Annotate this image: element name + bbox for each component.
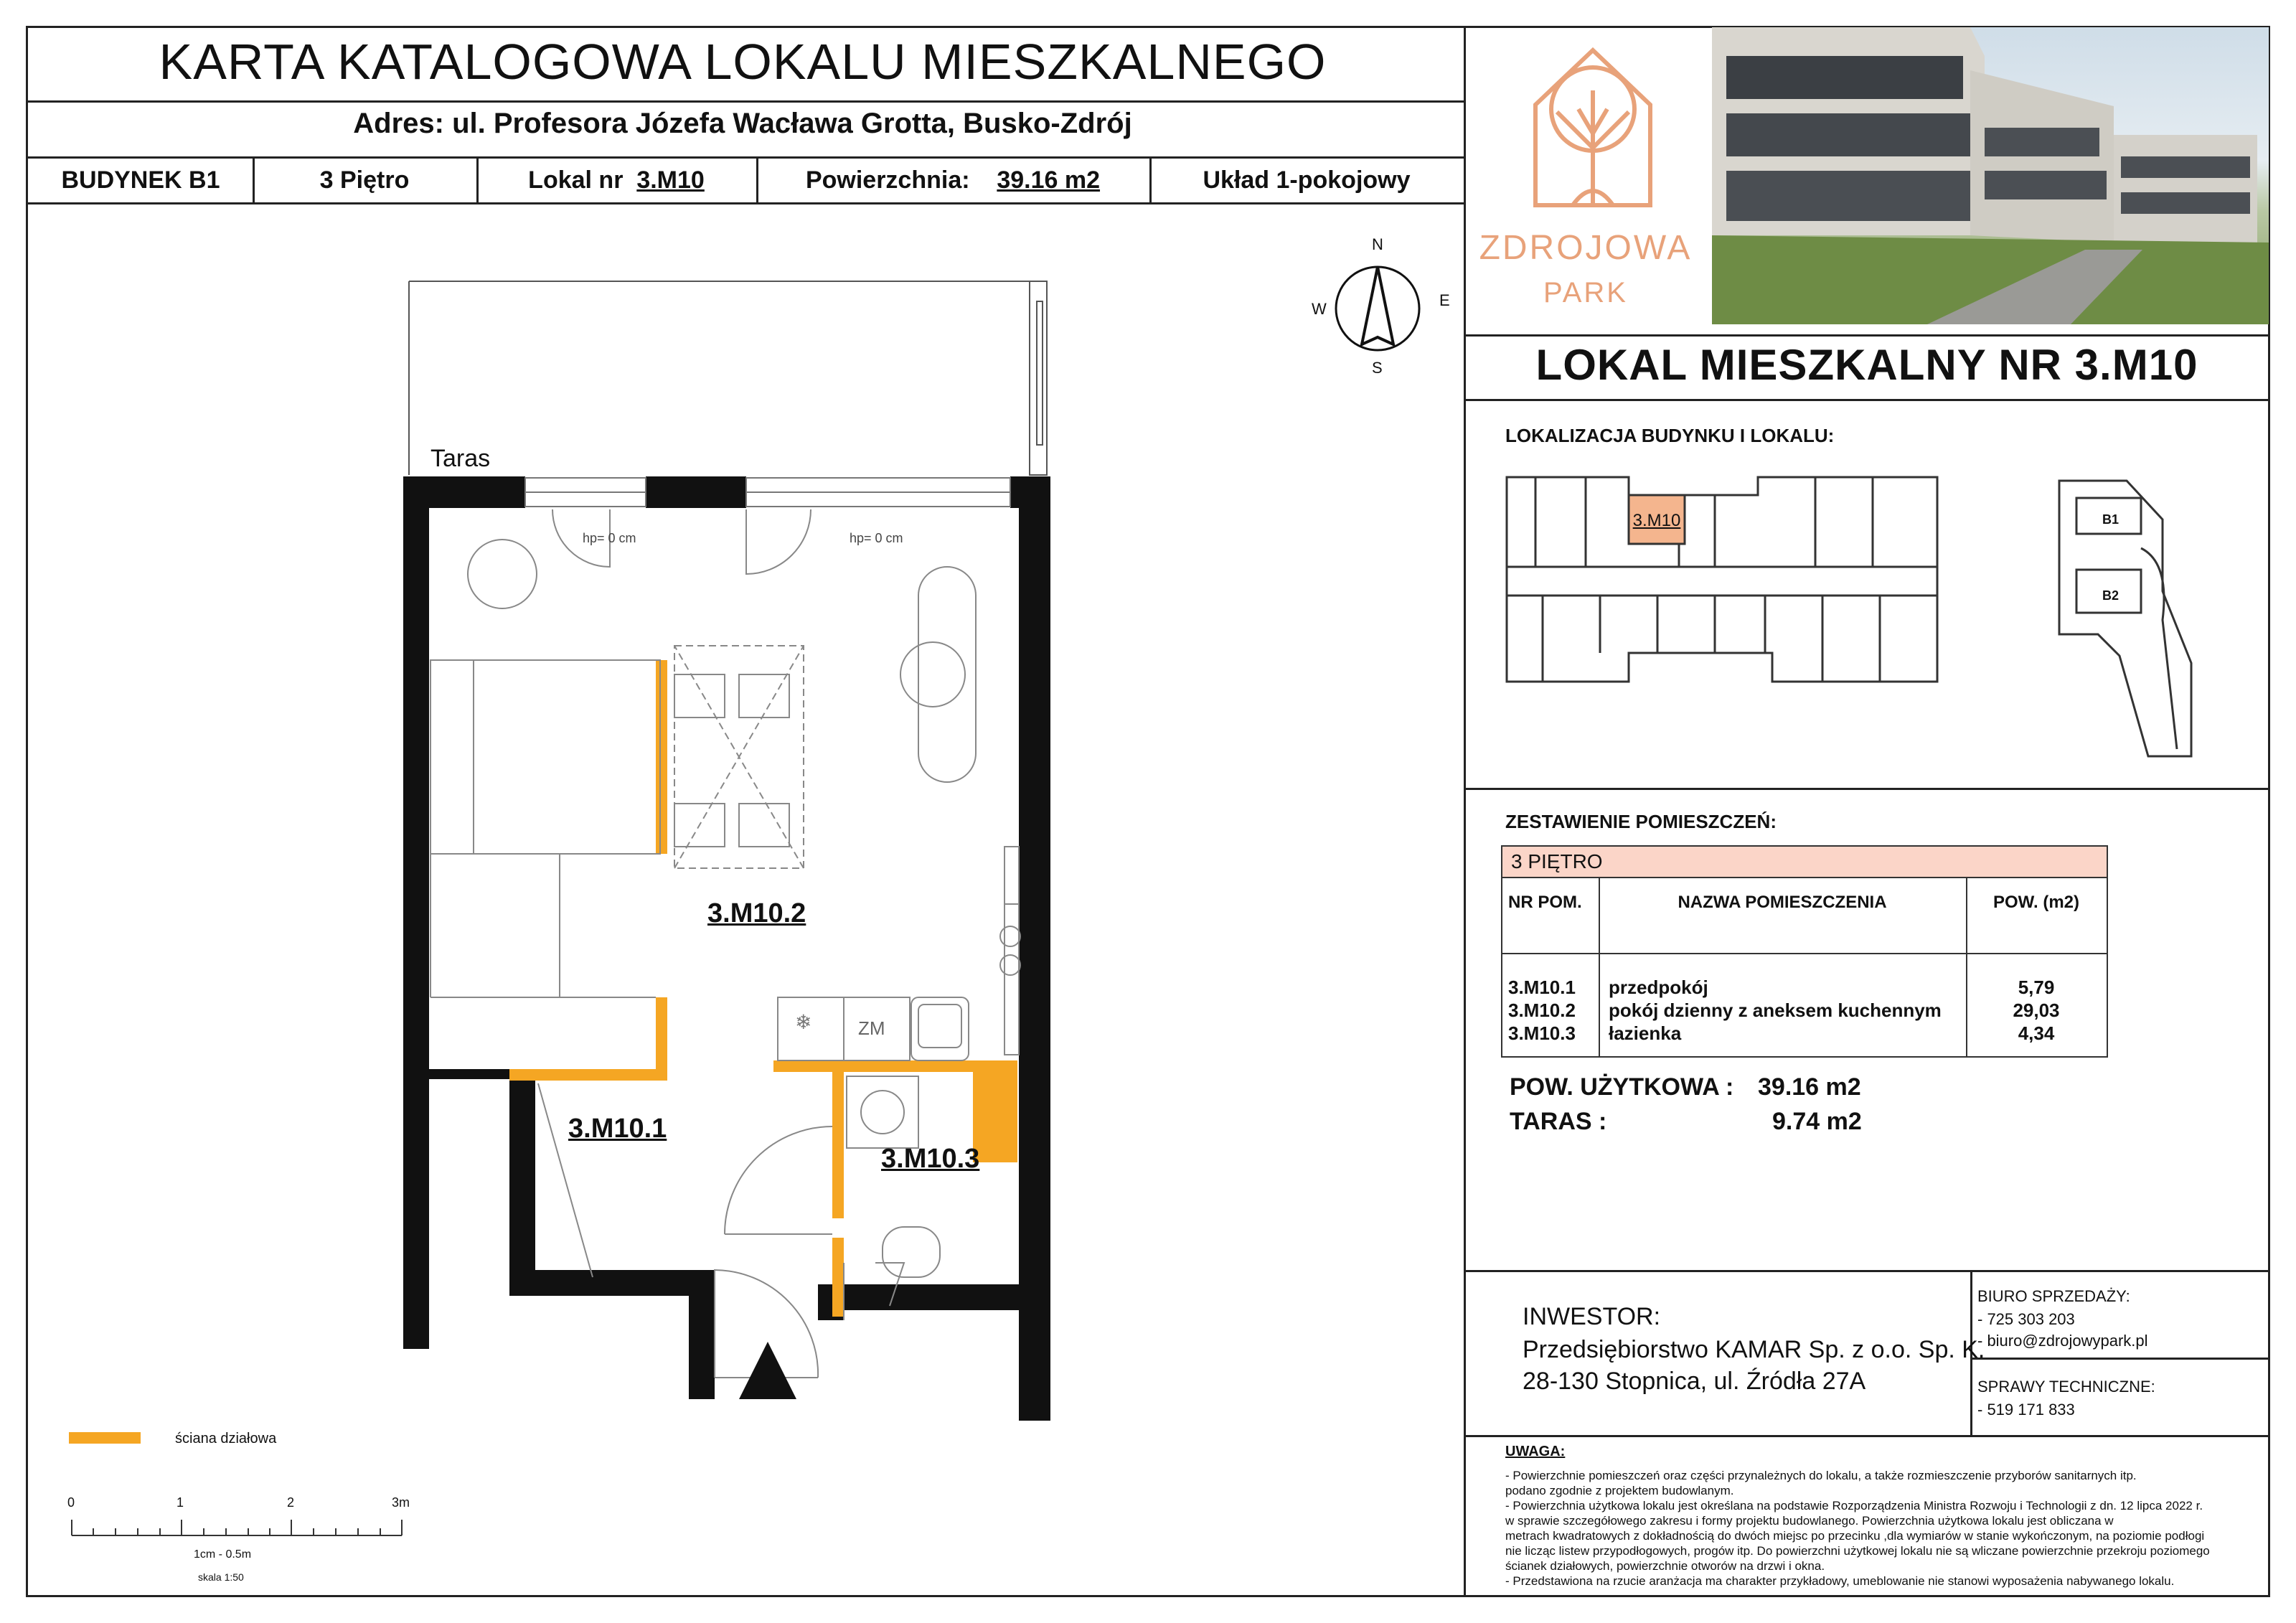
hp-right: hp= 0 cm [850, 531, 903, 545]
area-cell [756, 159, 1149, 201]
divider-location [1464, 399, 2270, 401]
page-title: KARTA KATALOGOWA LOKALU MIESZKALNEGO [159, 34, 1327, 90]
scale-tick-0: 0 [67, 1495, 75, 1510]
note-line: nie licząc listew przypodłogowych, progów itp. Do powierzchni użytkowej lokalu nie są wliczane powierzchnie przekroju poziomego [1505, 1544, 2210, 1558]
col-name: NAZWA POMIESZCZENIA [1678, 893, 1887, 912]
note-line: - Przedstawiona na rzucie aranżacja ma charakter przykładowy, umeblowanie nie stanowi wyposażenia nabywanego lokalu. [1505, 1574, 2175, 1588]
brand-name-1: ZDROJOWA [1479, 229, 1693, 267]
divider-address [26, 156, 1464, 159]
hp-left: hp= 0 cm [583, 531, 636, 545]
notes-label: UWAGA: [1505, 1444, 1566, 1459]
table-row-divider [1502, 953, 2107, 954]
floor-key-plan [1500, 474, 1952, 689]
divider-rooms [1464, 788, 2270, 790]
site-label-b1: B1 [2102, 512, 2119, 527]
freezer-icon: ❄ [795, 1011, 812, 1033]
terrace-area-label: TARAS : [1510, 1108, 1607, 1135]
site-plan [2055, 476, 2213, 763]
scale-label: skala 1:50 [198, 1571, 244, 1583]
scale-bar [69, 1514, 413, 1543]
tech-phone[interactable]: - 519 171 833 [1977, 1401, 2075, 1419]
building-render-icon [1712, 27, 2269, 324]
row-area: 5,79 [2018, 977, 2055, 998]
compass-s: S [1372, 359, 1383, 377]
address: Adres: ul. Profesora Józefa Wacława Grotta, Busko-Zdrój [353, 108, 1132, 139]
unit-title: LOKAL MIESZKALNY NR 3.M10 [1535, 341, 2198, 389]
floor-cell: 3 Piętro [319, 166, 410, 194]
note-line: - Powierzchnia użytkowa lokalu jest określana na podstawie Rozporządzenia Ministra Rozwoju i Technologii z dn. 12 lipca 2022 r. [1505, 1499, 2203, 1513]
divider-notes [1464, 1435, 2270, 1437]
building-cell: BUDYNEK B1 [61, 166, 220, 194]
divider-investor [1464, 1270, 2270, 1272]
floor-plan [387, 273, 1119, 1421]
divider-title [26, 100, 1464, 103]
unit-label: Lokal nr [528, 166, 624, 194]
scale-ratio: 1cm - 0.5m [194, 1548, 252, 1561]
zm-label: ZM [858, 1017, 885, 1039]
legend-swatch [69, 1432, 141, 1444]
sales-label: BIURO SPRZEDAŻY: [1977, 1287, 2130, 1305]
rooms-table [1501, 845, 2108, 1058]
compass-e: E [1439, 291, 1450, 309]
key-plan-unit-label: 3.M10 [1632, 511, 1681, 530]
compass-n: N [1372, 235, 1383, 253]
brand-logo-icon [1507, 40, 1679, 212]
row-nr: 3.M10.1 [1508, 977, 1576, 998]
col-nr: NR POM. [1508, 893, 1582, 912]
row-nr: 3.M10.2 [1508, 999, 1576, 1021]
table-row [1508, 976, 1576, 1045]
location-label: LOKALIZACJA BUDYNKU I LOKALU: [1505, 425, 1835, 446]
area-label: Powierzchnia: [805, 166, 970, 194]
room-label-hall: 3.M10.1 [568, 1114, 667, 1144]
sales-email[interactable]: - biuro@zdrojowypark.pl [1977, 1332, 2148, 1350]
usable-area-label: POW. UŻYTKOWA : [1510, 1073, 1734, 1101]
unit-cell [476, 159, 756, 201]
legend-label: ściana działowa [175, 1431, 277, 1446]
row-name: pokój dzienny z aneksem kuchennym [1609, 999, 1942, 1021]
note-line: metrach kwadratowych z dokładnością do dwóch miejsc po przecinku ,dla wymiarów w stanie wykończonym, na poziomie podłogi [1505, 1529, 2205, 1543]
divider-tech [1970, 1358, 2270, 1360]
usable-area-value: 39.16 m2 [1758, 1073, 1861, 1101]
investor-line1: Przedsiębiorstwo KAMAR Sp. z o.o. Sp. K. [1523, 1336, 1985, 1363]
room-label-bathroom: 3.M10.3 [881, 1144, 980, 1174]
row-area: 4,34 [2018, 1022, 2055, 1044]
terrace-area-value: 9.74 m2 [1772, 1108, 1862, 1135]
note-line: w sprawie szczegółowego zakresu i formy projektu budowlanego. Powierzchnia użytkowa lokalu jest obliczana w [1505, 1514, 2114, 1528]
investor-label: INWESTOR: [1523, 1303, 1661, 1330]
scale-tick-1: 1 [177, 1495, 184, 1510]
rooms-table-floor: 3 PIĘTRO [1502, 847, 2107, 878]
note-line: ścianek działowych, powierzchnie otworów na drzwi i okna. [1505, 1559, 1825, 1573]
terrace-label: Taras [430, 445, 491, 472]
table-row [1609, 976, 1942, 1045]
site-label-b2: B2 [2102, 588, 2119, 603]
layout-cell: Układ 1-pokojowy [1203, 166, 1411, 194]
divider-vertical-main [1464, 26, 1466, 1597]
row-name: łazienka [1609, 1022, 1682, 1044]
sales-phone[interactable]: - 725 303 203 [1977, 1310, 2075, 1328]
note-line: podano zgodnie z projektem budowlanym. [1505, 1484, 1734, 1497]
row-nr: 3.M10.3 [1508, 1022, 1576, 1044]
investor-line2: 28-130 Stopnica, ul. Źródła 27A [1523, 1368, 1866, 1395]
row-area: 29,03 [2013, 999, 2060, 1021]
note-line: - Powierzchnie pomieszczeń oraz części przynależnych do lokalu, a także rozmieszczenie przyborów sanitarnych itp. [1505, 1469, 2137, 1482]
divider-info-row [26, 202, 1464, 204]
table-row [1966, 976, 2107, 1045]
brand-name-2: PARK [1543, 277, 1628, 309]
rooms-section-label: ZESTAWIENIE POMIESZCZEŃ: [1505, 811, 1777, 832]
compass-w: W [1312, 300, 1327, 318]
tech-label: SPRAWY TECHNICZNE: [1977, 1378, 2155, 1396]
scale-tick-2: 2 [287, 1495, 295, 1510]
divider-unit-title [1464, 334, 2270, 337]
room-label-living: 3.M10.2 [707, 898, 806, 928]
scale-tick-3: 3m [392, 1495, 410, 1510]
area-value: 39.16 m2 [997, 166, 1101, 194]
building-render [1712, 27, 2269, 324]
unit-value: 3.M10 [636, 166, 705, 194]
notes-list [1505, 1468, 2266, 1589]
col-area: POW. (m2) [1992, 893, 2079, 912]
row-name: przedpokój [1609, 977, 1708, 998]
